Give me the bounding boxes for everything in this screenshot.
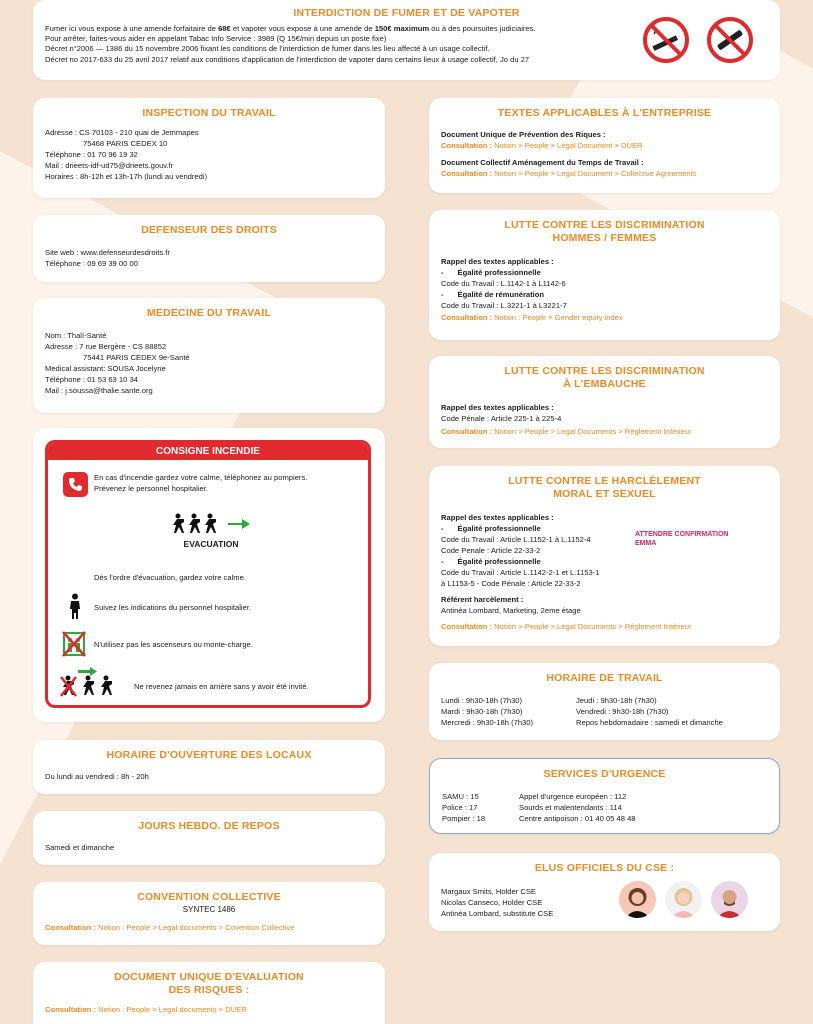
card-title: CONVENTION COLLECTIVE	[137, 891, 281, 903]
card-title: DEFENSEUR DES DROITS	[141, 224, 277, 236]
avatar	[665, 881, 702, 918]
smoking-help-text: Pour arrêter, faites-vous aider en appelant Tabac Info Service : 3989 (Q 15€/min depuis un poste fixe)	[45, 34, 387, 44]
decree-2006-text: Décret n°2006 — 1386 du 15 novembre 2006 fixant les conditions de l'interdiction de fumer dans les lieu affecté à un usage collectif.	[45, 44, 490, 54]
consultation-link[interactable]: Consultation : Notion : People > Legal documents > DUER	[45, 1005, 247, 1014]
emergency-services-card: SERVICES D'URGENCE SAMU : 15 Police : 17 Pompier : 18 Appel d'urgence européen : 112 Sourds et malentendants : 114 Centre antipoison : 01 40 05 48 48	[429, 758, 780, 834]
fire-title: CONSIGNE INCENDIE	[48, 443, 368, 460]
consultation-link[interactable]: Consultation : Notion > People > Legal Documents > Règlement Intérieur	[441, 427, 692, 436]
smoking-ban-card	[33, 0, 780, 80]
decree-2017-text: Décret no 2017-633 du 25 avril 2017 relatif aux conditions d'application de l'interdiction de vapoter dans certains lieux à usage collectif, Jo du 27	[45, 54, 530, 64]
no-elevator-icon	[62, 631, 86, 657]
working-hours-card: HORAIRE DE TRAVAIL Lundi : 9h30-18h (7h30) Mardi : 9h30-18h (7h30) Mercredi : 9h30-18h (7h30) Jeudi : 9h30-18h (7h30) Vendredi : 9h30-18h (7h30) Repos hebdomadaire : samedi et dimanche	[429, 663, 780, 740]
rest-days-card: JOURS HEBDO. DE REPOS Samedi et dimanche	[33, 811, 385, 865]
phone-icon	[63, 472, 88, 497]
fire-call-text: En cas d'incendie gardez votre calme, téléphonez au pompiers. Prévenez le personnel hospitalier.	[94, 473, 308, 493]
avatar	[619, 881, 656, 918]
card-title: INSPECTION DU TRAVAIL	[142, 107, 276, 119]
rights-defender-card: DEFENSEUR DES DROITS Site web : www.defenseurdesdroits.fr Téléphone : 09 69 39 00 00	[33, 215, 385, 282]
opening-hours-card: HORAIRE D'OUVERTURE DES LOCAUX Du lundi au vendredi : 8h - 20h	[33, 740, 385, 794]
gender-discrimination-card: LUTTE CONTRE LES DISCRIMINATION HOMMES / FEMMES Rappel des textes applicables : - Égalité professionnelle Code du Travail : L.1142-1 à L1142-6 - Égalité de rémunération Code du Travail : L.3221-1 à L3221-7 Consultation : Notion : People > Gender equity index	[429, 210, 780, 340]
occupational-medicine-card: MEDECINE DU TRAVAIL Nom : Thalí-Santé Adresse : 7 rue Bergère - CS 88852 75441 PARIS CEDEX 9e-Santé Medical assistant: SOUSA Jocelyne Téléphone : 01 53 63 10 34 Mail : j.soussa@thalie.sante.org	[33, 298, 385, 413]
consultation-link[interactable]: Consultation : Notion : People > Legal documents > Covention Collective	[45, 923, 295, 932]
evacuation-label: EVACUATION	[183, 539, 239, 549]
avatar	[711, 881, 748, 918]
smoking-fine-text: Fumer ici vous expose à une amende forfaitaire de 68€ et vapoter vous expose à une amende de 150€ maximum ou à des poursuites judiciaires.	[45, 24, 536, 33]
no-going-back-text: Ne revenez jamais en arrière sans y avoir été invité.	[134, 682, 309, 691]
no-vaping-icon	[706, 16, 754, 64]
card-title: HORAIRE DE TRAVAIL	[546, 672, 663, 684]
card-title: LUTTE CONTRE LES DISCRIMINATION HOMMES / FEMMES	[504, 219, 705, 244]
staff-person-icon	[68, 593, 82, 619]
card-title: SERVICES D'URGENCE	[543, 768, 666, 780]
cse-representatives-card: ELUS OFFICIELS DU CSE : Margaux Smits, Holder CSE Nicolas Canseco, Holder CSE Antinéa Lombard, substitute CSE	[429, 853, 780, 931]
no-going-back-icon	[60, 665, 128, 697]
card-title: LUTTE CONTRE LES DISCRIMINATION À L'EMBAUCHE	[504, 365, 705, 390]
card-title: TEXTES APPLICABLES À L'ENTREPRISE	[497, 107, 712, 119]
labor-inspection-card: INSPECTION DU TRAVAIL Adresse : CS 70103 - 210 quai de Jemmapes 75468 PARIS CEDEX 10 Téléphone : 01 70 96 19 32 Mail : drieets-idf-ud75@drieets.gouv.fr Horaires : 8h-12h et 13h-17h (lundi au vendredi)	[33, 98, 385, 198]
hiring-discrimination-card: LUTTE CONTRE LES DISCRIMINATION À L'EMBAUCHE Rappel des textes applicables : Code Pénale : Article 225-1 à 225-4 Consultation : Notion > People > Legal Documents > Règlement Intérieur	[429, 356, 780, 448]
agreement-code: SYNTEC 1486	[182, 905, 236, 914]
consultation-link[interactable]: Consultation : Notion : People > Gender equity index	[441, 313, 623, 322]
card-title: MEDECINE DU TRAVAIL	[146, 307, 272, 319]
applicable-texts-card: TEXTES APPLICABLES À L'ENTREPRISE Document Unique de Prévention des Riques : Consultation : Notion > People > Legal Document > DUER Document Collectif Aménagement du Temps de Travail : Consultation : Notion > People > Legal Document > Collective Agreements	[429, 98, 780, 193]
fire-calm-text: Dès l'ordre d'évacuation, gardez votre calme.	[94, 573, 246, 582]
evacuation-icon	[170, 513, 252, 535]
card-title: JOURS HEBDO. DE REPOS	[138, 820, 280, 832]
follow-staff-text: Suivez les indications du personnel hospitalier.	[94, 603, 252, 612]
card-title: DOCUMENT UNIQUE D'EVALUATION DES RISQUES :	[114, 971, 304, 996]
pending-confirmation-note: ATTENDRE CONFIRMATION EMMA	[635, 531, 729, 547]
card-title: INTERDICTION DE FUMER ET DE VAPOTER	[293, 7, 520, 19]
risk-assessment-card	[33, 962, 385, 1024]
no-elevator-text: N'utilisez pas les ascenseurs ou monte-charge.	[94, 640, 253, 649]
card-title: HORAIRE D'OUVERTURE DES LOCAUX	[106, 749, 312, 761]
card-title: ELUS OFFICIELS DU CSE :	[534, 862, 675, 874]
card-title: LUTTE CONTRE LE HARCLÈLEMENT MORAL ET SEXUEL	[508, 475, 701, 500]
no-smoking-icon	[642, 16, 690, 64]
fire-instructions-card	[33, 428, 385, 722]
harassment-card: LUTTE CONTRE LE HARCLÈLEMENT MORAL ET SEXUEL Rappel des textes applicables : - Égalité professionnelle Code du Travail : Article L.1152-1 à L.1152-4 Code Penale : Article 22-33-2 - Égalité professionnelle Code du Travail : Article L.1142-2-1 et L.1153-1 à L1153-5 - Code Pénale : Article 22-33-2 ATTENDRE CONFIRMATION EMMA Référent harcèlement : Antinéa Lombard, Marketing, 2eme étage Consultation : Notion > People > Legal Documents > Règlement Intérieur	[429, 466, 780, 646]
collective-agreement-card	[33, 882, 385, 945]
consultation-link[interactable]: Consultation : Notion > People > Legal Documents > Règlement Intérieur	[441, 622, 692, 631]
consultation-link[interactable]: Consultation : Notion > People > Legal Document > Collective Agreements	[441, 169, 697, 178]
consultation-link[interactable]: Consultation : Notion > People > Legal Document > DUER	[441, 141, 643, 150]
fire-instructions-panel	[45, 440, 371, 708]
